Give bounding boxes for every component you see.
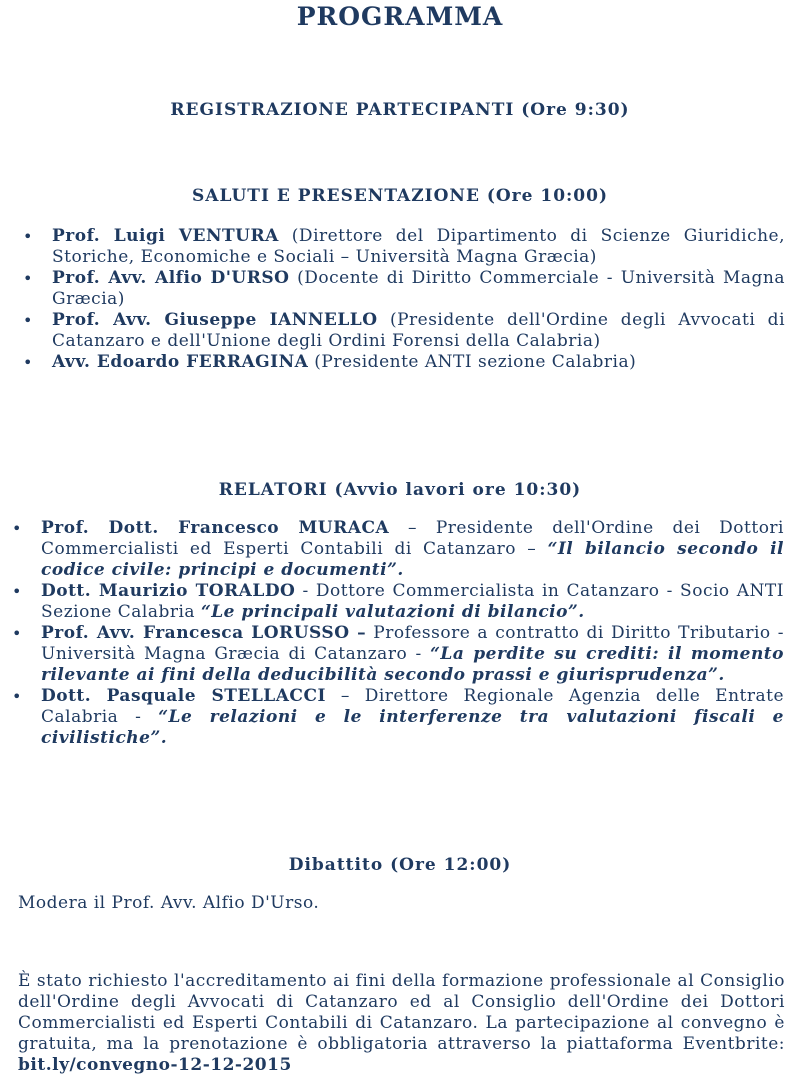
accreditation-text: È stato richiesto l'accreditamento ai fini della formazione professionale al Consiglio dell'Ordine degli Avvocati di Catanzaro ed al Consiglio dell'Ordine dei Dottori Commercialisti ed Esperti Contabili di Catanzaro. La partecipazione al convegno è gratuita, ma la prenotazione è obbligatoria attraverso la piattaforma Eventbrite: <box>18 971 785 1054</box>
page-title: PROGRAMMA <box>296 2 504 31</box>
list-item <box>12 518 784 581</box>
list-item <box>12 581 784 623</box>
speakers-heading: RELATORI (Avvio lavori ore 10:30) <box>218 480 582 500</box>
speaker-role: – Direttore Regionale Agenzia delle Entrate Calabria - <box>41 686 785 727</box>
list-item <box>23 226 785 268</box>
bullet-icon: • <box>23 353 33 372</box>
speaker-name: Dott. Maurizio TORALDO <box>41 581 296 601</box>
person-name: Prof. Avv. Alfio D'URSO <box>52 268 290 288</box>
bullet-icon: • <box>12 582 22 601</box>
speaker-name: Prof. Dott. Francesco MURACA <box>41 518 390 538</box>
talk-title: “Le relazioni e le interferenze tra valutazioni fiscali e civilistiche”. <box>41 707 784 748</box>
eventbrite-link[interactable]: bit.ly/convegno-12-12-2015 <box>18 1055 292 1075</box>
person-role: (Presidente dell'Ordine degli Avvocati di Catanzaro e dell'Unione degli Ordini Forensi della Calabria) <box>52 310 786 351</box>
speaker-name: Dott. Pasquale STELLACCI <box>41 686 326 706</box>
speakers-list <box>12 518 785 749</box>
list-item <box>12 686 785 749</box>
speaker-role: Professore a contratto di Diritto Tributario - Università Magna Græcia di Catanzaro - <box>41 623 784 664</box>
person-name: Avv. Edoardo FERRAGINA <box>52 352 309 372</box>
bullet-icon: • <box>12 519 22 538</box>
bullet-icon: • <box>23 227 33 246</box>
speaker-role: – Presidente dell'Ordine dei Dottori Commercialisti ed Esperti Contabili di Catanzaro – <box>41 518 784 559</box>
person-name: Prof. Avv. Giuseppe IANNELLO <box>52 310 378 330</box>
bullet-icon: • <box>23 269 33 288</box>
debate-heading: Dibattito (Ore 12:00) <box>288 855 512 875</box>
person-role: (Direttore del Dipartimento di Scienze Giuridiche, Storiche, Economiche e Sociali – Università Magna Græcia) <box>52 226 785 267</box>
moderator-text: Modera il Prof. Avv. Alfio D'Urso. <box>18 893 320 913</box>
list-item <box>23 352 785 373</box>
talk-title: “Il bilancio secondo il codice civile: principi e documenti”. <box>41 539 784 580</box>
list-item <box>23 268 785 310</box>
registration-heading: REGISTRAZIONE PARTECIPANTI (Ore 9:30) <box>170 100 630 120</box>
person-role: (Presidente ANTI sezione Calabria) <box>308 352 637 372</box>
greetings-heading: SALUTI E PRESENTAZIONE (Ore 10:00) <box>191 186 609 206</box>
talk-title: “La perdite su crediti: il momento rilevante ai fini della deducibilità secondo prassi e giurisprudenza”. <box>41 644 784 685</box>
speaker-name: Prof. Avv. Francesca LORUSSO – <box>41 623 367 643</box>
speaker-role: - Dottore Commercialista in Catanzaro - Socio ANTI Sezione Calabria <box>41 581 784 622</box>
person-name: Prof. Luigi VENTURA <box>52 226 279 246</box>
talk-title: “Le principali valutazioni di bilancio”. <box>200 602 585 622</box>
bullet-icon: • <box>23 311 33 330</box>
bullet-icon: • <box>12 624 22 643</box>
list-item <box>23 310 786 352</box>
list-item <box>12 623 784 686</box>
person-role: (Docente di Diritto Commerciale - Università Magna Græcia) <box>52 268 785 309</box>
greetings-list <box>23 226 786 373</box>
bullet-icon: • <box>12 687 22 706</box>
accreditation-note <box>18 971 785 1076</box>
